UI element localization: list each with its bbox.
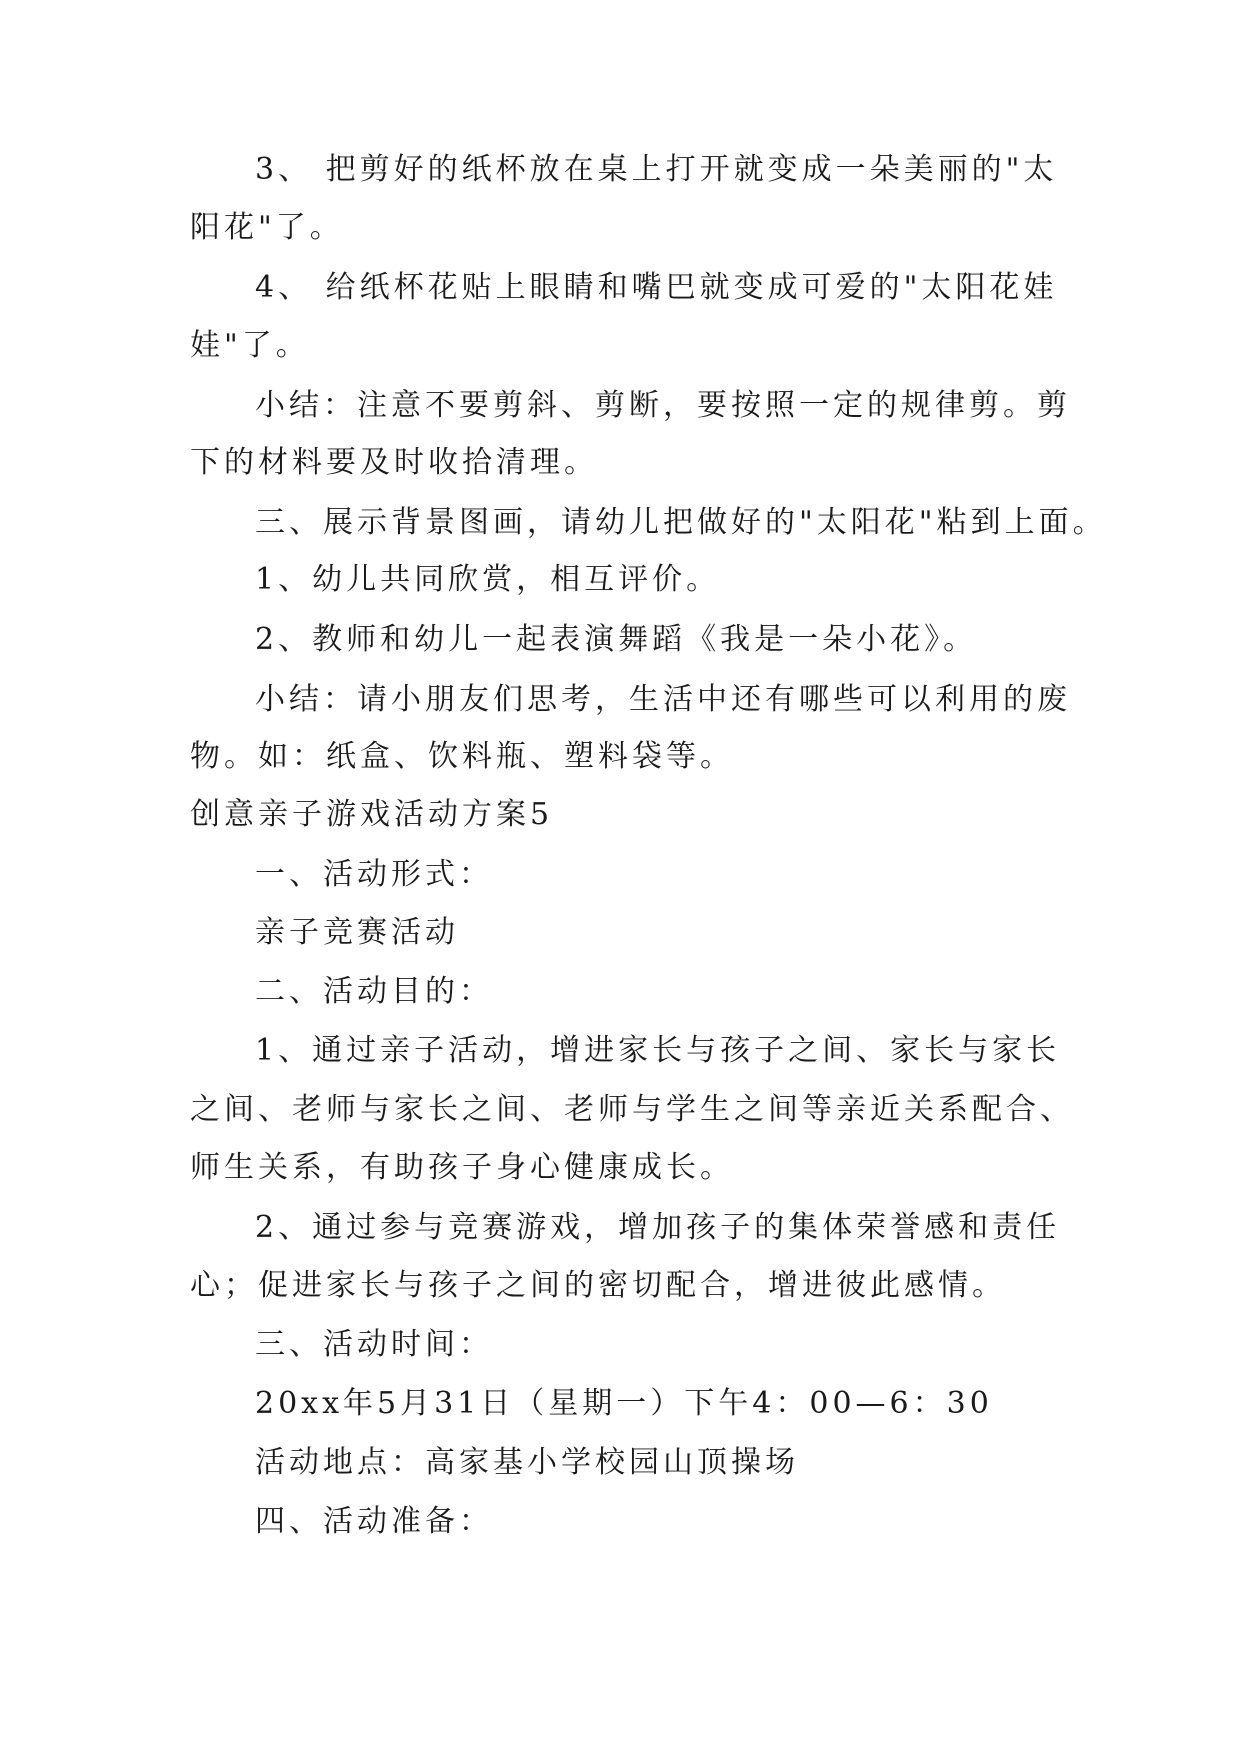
section-heading: 创意亲子游戏活动方案5 — [190, 797, 554, 832]
paragraph-line: 之间、老师与家长之间、老师与学生之间等亲近关系配合、 — [190, 1092, 1074, 1127]
paragraph-line: 物。如：纸盒、饮料瓶、塑料袋等。 — [190, 739, 734, 774]
paragraph-line: 一、活动形式： — [255, 857, 493, 892]
paragraph-line: 1、幼儿共同欣赏，相互评价。 — [255, 562, 721, 597]
paragraph-line: 三、展示背景图画，请幼儿把做好的"太阳花"粘到上面。 — [255, 505, 1107, 540]
paragraph-line: 活动地点：高家基小学校园山顶操场 — [255, 1445, 799, 1480]
paragraph-line: 2、教师和幼儿一起表演舞蹈《我是一朵小花》。 — [255, 622, 978, 657]
paragraph-line: 亲子竞赛活动 — [255, 915, 459, 950]
paragraph-line: 心；促进家长与孩子之间的密切配合，增进彼此感情。 — [190, 1268, 1006, 1303]
paragraph-line: 四、活动准备： — [255, 1504, 493, 1539]
paragraph-line: 小结：请小朋友们思考，生活中还有哪些可以利用的废 — [255, 682, 1071, 717]
paragraph-line: 下的材料要及时收拾清理。 — [190, 445, 598, 480]
paragraph-line: 3、 把剪好的纸杯放在桌上打开就变成一朵美丽的"太 — [255, 152, 1058, 187]
paragraph-line: 4、 给纸杯花贴上眼睛和嘴巴就变成可爱的"太阳花娃 — [255, 270, 1058, 305]
paragraph-line: 三、活动时间： — [255, 1327, 493, 1362]
paragraph-line: 师生关系，有助孩子身心健康成长。 — [190, 1150, 734, 1185]
paragraph-line: 20xx年5月31日（星期一）下午4：00—6：30 — [255, 1386, 993, 1421]
paragraph-line: 2、通过参与竞赛游戏，增加孩子的集体荣誉感和责任 — [255, 1210, 1061, 1245]
paragraph-line: 娃"了。 — [190, 328, 310, 363]
paragraph-line: 二、活动目的： — [255, 974, 493, 1009]
paragraph-line: 阳花"了。 — [190, 210, 344, 245]
paragraph-line: 1、通过亲子活动，增进家长与孩子之间、家长与家长 — [255, 1033, 1061, 1068]
paragraph-line: 小结：注意不要剪斜、剪断，要按照一定的规律剪。剪 — [255, 388, 1071, 423]
